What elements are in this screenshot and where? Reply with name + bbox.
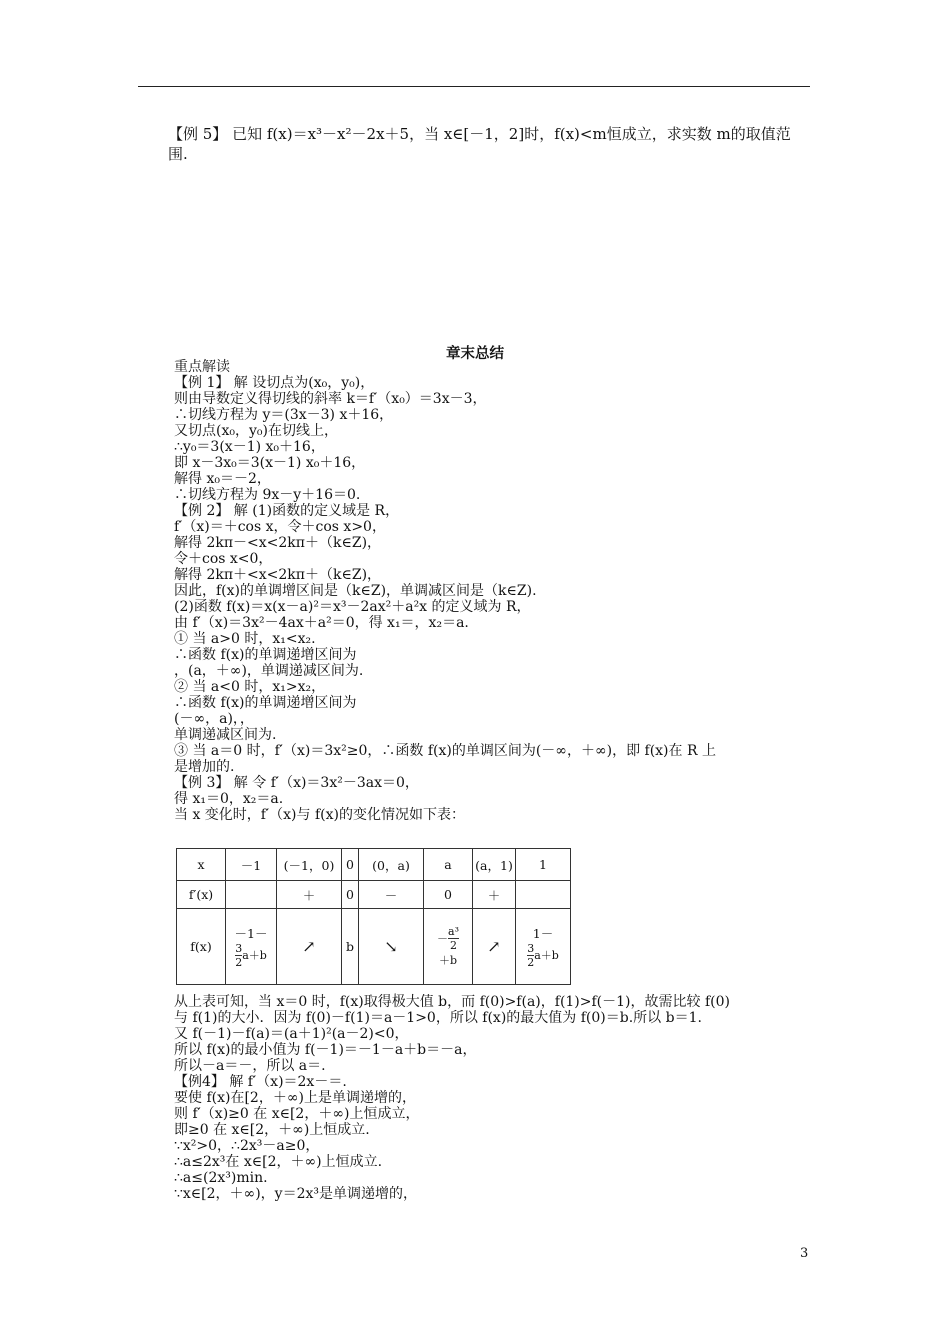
cell-text: ＋b — [438, 954, 458, 967]
table-header-cell: (a，1) — [473, 849, 516, 881]
table-cell-f-at-a — [424, 909, 473, 985]
table-cell: ＋ — [277, 881, 342, 909]
solution-line: 即 x－3x₀＝3(x－1) x₀＋16， — [174, 455, 366, 471]
table-cell — [516, 881, 571, 909]
example-5-problem — [168, 124, 810, 164]
table-header-cell: －1 — [226, 849, 277, 881]
cell-text: －1－ — [234, 926, 268, 941]
solution-block-2 — [174, 994, 814, 1202]
solution-line: 解得 2kπ－<x<2kπ＋（k∈Z)， — [174, 535, 382, 551]
solution-line: ∵x∈[2，＋∞)，y＝2x³是单调递增的， — [174, 1186, 417, 1202]
solution-line: 得 x₁＝0，x₂＝a. — [174, 791, 284, 807]
solution-line: 又切点(x₀，y₀)在切线上， — [174, 423, 338, 439]
solution-line: ∴y₀＝3(x－1) x₀＋16， — [174, 439, 325, 455]
solution-line: ∴函数 f(x)的单调递增区间为 — [174, 647, 357, 663]
solution-line: 【例4】 解 f′（x)＝2x－＝. — [174, 1074, 347, 1090]
solution-line: ，(a，＋∞)，单调递减区间为. — [174, 663, 364, 679]
numerator: a³ — [448, 925, 459, 938]
variation-table — [176, 848, 571, 985]
table-row-label: f(x) — [177, 909, 226, 985]
cell-text: － — [437, 932, 449, 945]
solution-line: f′（x)＝＋cos x，令＋cos x>0， — [174, 519, 386, 535]
cell-text: 1－ — [532, 926, 554, 941]
solution-line: 单调递减区间为. — [174, 727, 277, 743]
table-cell: b — [342, 909, 359, 985]
solution-line: ∴a≤2x³在 x∈[2，＋∞)上恒成立. — [174, 1154, 383, 1170]
solution-line: (－∞，a)，， — [174, 711, 254, 727]
solution-line: 则 f′（x)≥0 在 x∈[2，＋∞)上恒成立， — [174, 1106, 420, 1122]
solution-line: ∴a≤(2x³)min. — [174, 1170, 268, 1186]
table-header-cell: a — [424, 849, 473, 881]
solution-line: 又 f(－1)－f(a)＝(a＋1)²(a－2)<0， — [174, 1026, 409, 1042]
table-cell: － — [359, 881, 424, 909]
solution-line: 当 x 变化时，f′（x)与 f(x)的变化情况如下表： — [174, 807, 465, 823]
example-5-text: 已知 f(x)＝x³－x²－2x＋5，当 x∈[－1，2]时，f(x)<m恒成立，求实数 m的取值范围. — [168, 125, 791, 163]
table-header-cell: 1 — [516, 849, 571, 881]
solution-line: 从上表可知，当 x＝0 时，f(x)取得极大值 b，而 f(0)>f(a)，f(1)>f(－1)，故需比较 f(0) — [174, 994, 730, 1010]
table-cell: 0 — [342, 881, 359, 909]
numerator: 3 — [235, 942, 243, 955]
solution-line: 因此，f(x)的单调增区间是（k∈Z)，单调减区间是（k∈Z). — [174, 583, 537, 599]
page-number: 3 — [800, 1246, 809, 1261]
solution-line: 由 f′（x)＝3x²－4ax＋a²＝0，得 x₁＝，x₂＝a. — [174, 615, 469, 631]
solution-line: ∴函数 f(x)的单调递增区间为 — [174, 695, 357, 711]
cell-text: a＋b — [242, 949, 267, 962]
section-title: 章末总结 — [446, 346, 504, 362]
solution-line: 所以 f(x)的最小值为 f(－1)＝－1－a＋b＝－a， — [174, 1042, 477, 1058]
cell-text: a＋b — [534, 949, 559, 962]
denominator: 2 — [527, 956, 535, 969]
solution-block-1 — [174, 359, 814, 823]
solution-line: 【例 2】 解 (1)函数的定义域是 R， — [174, 503, 400, 519]
solution-line: ① 当 a>0 时，x₁<x₂. — [174, 631, 316, 647]
table-cell: 0 — [424, 881, 473, 909]
arrow-up-icon: ↗ — [473, 909, 516, 985]
table-cell — [226, 881, 277, 909]
table-cell-f-at-minus-1 — [226, 909, 277, 985]
solution-line: 【例 1】 解 设切点为(x₀，y₀)， — [174, 375, 375, 391]
solution-line: 与 f(1)的大小．因为 f(0)－f(1)＝a－1>0，所以 f(x)的最大值为 f(0)＝b.所以 b＝1. — [174, 1010, 702, 1026]
solution-line: 所以－a＝－，所以 a＝. — [174, 1058, 326, 1074]
solution-line: 【例 3】 解 令 f′（x)＝3x²－3ax＝0， — [174, 775, 419, 791]
solution-line: ∴切线方程为 9x－y＋16＝0. — [174, 487, 361, 503]
denominator: 2 — [450, 939, 457, 952]
solution-line: ∵x²>0，∴2x³－a≥0， — [174, 1138, 320, 1154]
solution-line: 令＋cos x<0， — [174, 551, 273, 567]
table-header-cell: (0，a) — [359, 849, 424, 881]
table-header-cell: x — [177, 849, 226, 881]
solution-line: 则由导数定义得切线的斜率 k＝f′（x₀）＝3x－3， — [174, 391, 487, 407]
solution-line: 要使 f(x)在[2，＋∞)上是单调递增的， — [174, 1090, 416, 1106]
numerator: 3 — [527, 942, 535, 955]
example-5-label: 【例 5】 — [168, 125, 228, 143]
solution-line: ③ 当 a＝0 时，f′（x)＝3x²≥0，∴函数 f(x)的单调区间为(－∞，＋∞)，即 f(x)在 R 上 — [174, 743, 716, 759]
solution-line: 解得 x₀＝－2， — [174, 471, 271, 487]
solution-line: 即≥0 在 x∈[2，＋∞)上恒成立. — [174, 1122, 370, 1138]
table-cell-f-at-1 — [516, 909, 571, 985]
fraction — [448, 925, 459, 952]
solution-line: ② 当 a<0 时，x₁>x₂， — [174, 679, 326, 695]
arrow-up-icon: ↗ — [277, 909, 342, 985]
table-row-label: f′(x) — [177, 881, 226, 909]
solution-line: 解得 2kπ＋<x<2kπ＋（k∈Z)， — [174, 567, 382, 583]
solution-line: ∴切线方程为 y＝(3x－3) x＋16， — [174, 407, 394, 423]
solution-line: 是增加的. — [174, 759, 235, 775]
table-cell: ＋ — [473, 881, 516, 909]
table-header-cell: (－1，0) — [277, 849, 342, 881]
denominator: 2 — [235, 956, 243, 969]
arrow-down-icon: ↘ — [359, 909, 424, 985]
table-header-cell: 0 — [342, 849, 359, 881]
solution-line: 重点解读 — [174, 359, 230, 375]
solution-line: (2)函数 f(x)＝x(x－a)²＝x³－2ax²＋a²x 的定义域为 R， — [174, 599, 531, 615]
header-rule — [138, 86, 810, 87]
